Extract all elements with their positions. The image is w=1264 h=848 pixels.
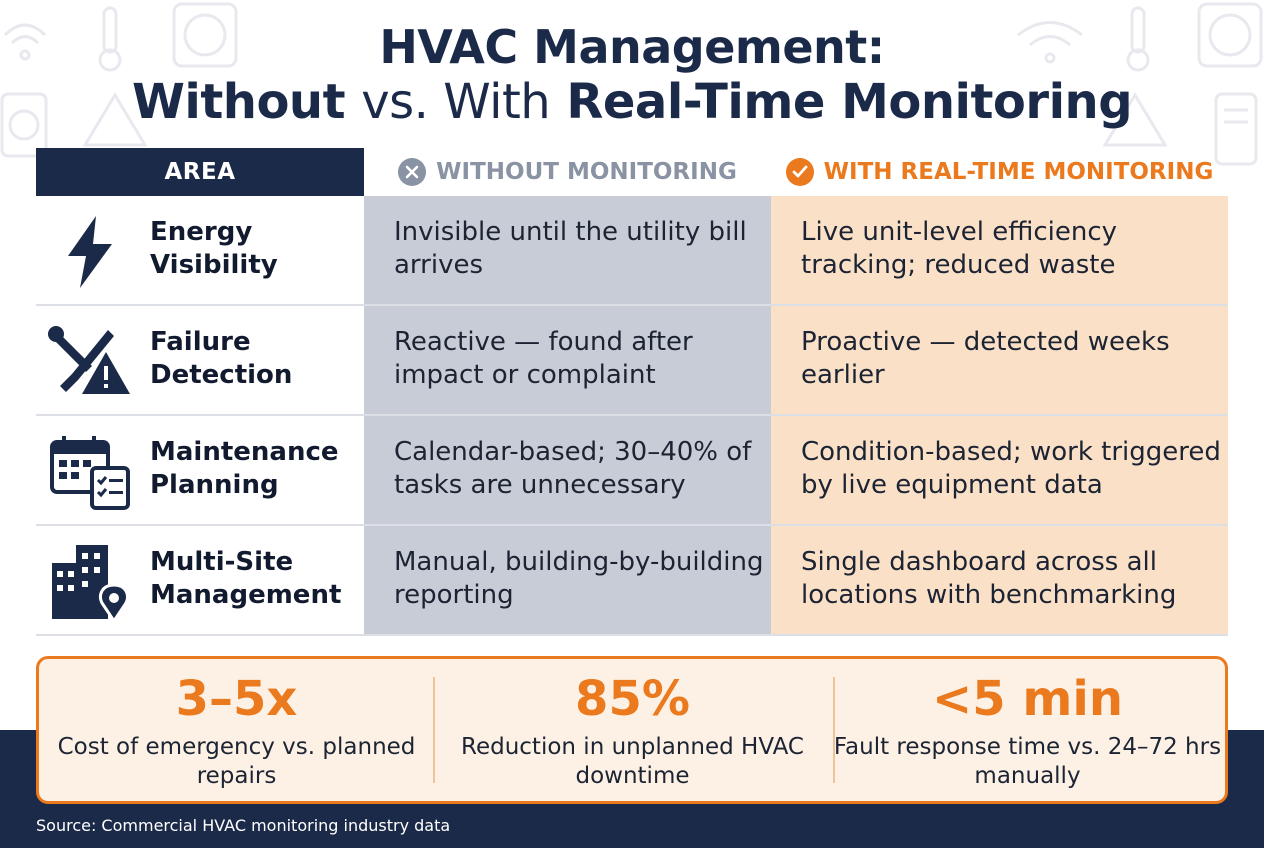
stat-value: 85% xyxy=(575,671,690,727)
calendar-checklist-icon xyxy=(48,436,132,508)
stat-card xyxy=(435,659,830,801)
lightning-bolt-icon xyxy=(48,216,132,288)
header-with-label: WITH REAL-TIME MONITORING xyxy=(823,159,1214,185)
stat-description: Fault response time vs. 24–72 hrs manually xyxy=(833,734,1222,789)
stat-card xyxy=(39,659,434,801)
page-title-line2 xyxy=(0,74,1264,130)
header-area: AREA xyxy=(36,148,364,196)
row-area-label: Maintenance Planning xyxy=(150,437,339,500)
row-with-text: Proactive — detected weeks earlier xyxy=(801,327,1170,390)
header-with xyxy=(771,148,1228,196)
row-without-text: Calendar-based; 30–40% of tasks are unnecessary xyxy=(394,437,752,500)
check-circle-icon xyxy=(786,158,814,186)
row-with-text: Single dashboard across all locations with benchmarking xyxy=(801,547,1177,610)
x-circle-icon xyxy=(398,158,426,186)
row-divider xyxy=(36,634,1228,636)
table-row xyxy=(36,416,1228,526)
row-with-text: Live unit-level efficiency tracking; reduced waste xyxy=(801,217,1118,280)
row-without-text: Invisible until the utility bill arrives xyxy=(394,217,747,280)
header-without xyxy=(364,148,771,196)
row-with-text: Condition-based; work triggered by live equipment data xyxy=(801,437,1221,500)
row-area-label: Energy Visibility xyxy=(150,217,278,280)
source-note: Source: Commercial HVAC monitoring industry data xyxy=(36,816,451,835)
buildings-location-pin-icon xyxy=(48,546,132,618)
row-without-text: Manual, building-by-building reporting xyxy=(394,547,764,610)
stat-description: Reduction in unplanned HVAC downtime xyxy=(461,734,804,789)
table-row xyxy=(36,196,1228,306)
table-row xyxy=(36,306,1228,416)
wrench-screwdriver-warning-icon xyxy=(48,326,132,398)
row-area-label: Multi-Site Management xyxy=(150,547,342,610)
stat-description: Cost of emergency vs. planned repairs xyxy=(57,734,416,789)
title-real-time: Real-Time Monitoring xyxy=(566,74,1133,130)
stat-card xyxy=(830,659,1225,801)
table-row xyxy=(36,526,1228,636)
header-without-label: WITHOUT MONITORING xyxy=(436,159,737,185)
stat-value: 3–5x xyxy=(175,671,298,727)
row-without-text: Reactive — found after impact or complaint xyxy=(394,327,693,390)
title-without: Without xyxy=(131,74,346,130)
stats-panel xyxy=(36,656,1228,804)
page-title-line1: HVAC Management: xyxy=(379,20,885,74)
stat-value: <5 min xyxy=(932,671,1123,727)
title-vs-with: vs. With xyxy=(361,74,551,130)
row-area-label: Failure Detection xyxy=(150,327,293,390)
